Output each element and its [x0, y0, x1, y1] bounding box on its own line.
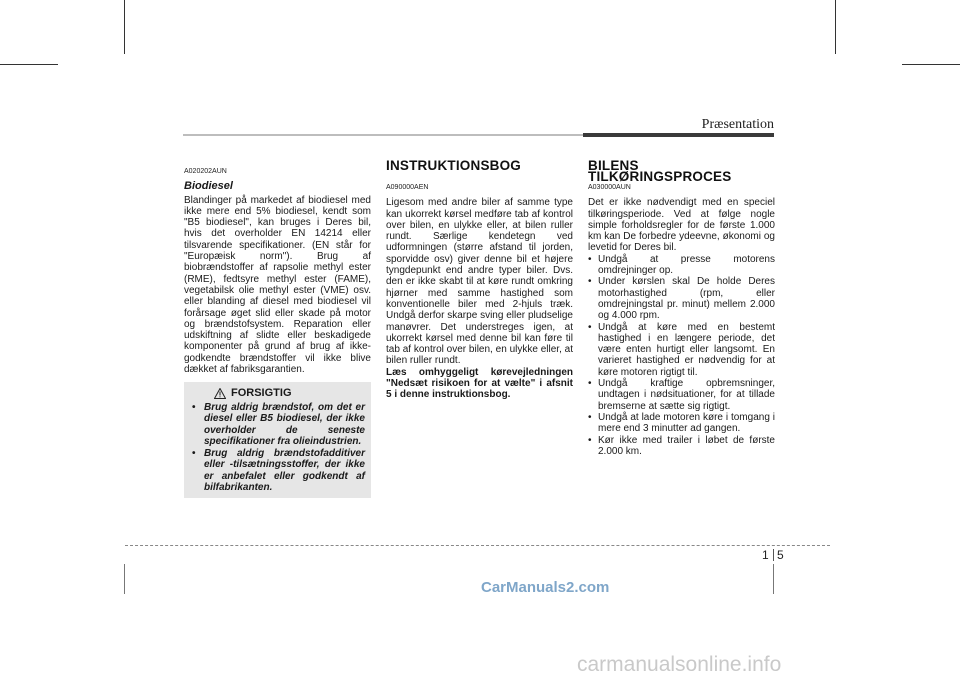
watermark-logo[interactable]: CarManuals2.com — [481, 579, 610, 596]
crop-mark — [124, 0, 125, 54]
footer-rule — [125, 545, 830, 546]
body-text: Ligesom med andre biler af samme type kan ukorrekt kørsel medføre tab af kontrol over bilen, en ulykke eller, at bilen ruller rundt. Særlige kendetegn ved udformningen (større afstand til jorden, sporvidde osv) giver denne bil et højere tyngdepunkt end andre typer biler. Dvs. den er ikke skabt til at køre rundt omkring hjørner med samme hastighed som konventionelle biler med 2-hjuls træk. Undgå derfor skarpe sving eller pludselige manøvrer. Det understreges igen, at ukorrekt kørsel med denne bil kan føre til tab af kontrol over bilen, en ulykke eller, at bilen ruller rundt. — [386, 197, 573, 367]
column-right — [588, 160, 775, 457]
footer-watermark: carmanualsonline.info — [577, 653, 782, 676]
bullet-item: • Undgå kraftige opbremsninger, undtagen i nødsituationer, for at tillade bremserne at sætte sig rigtigt. — [588, 378, 775, 412]
header-rule — [183, 134, 583, 136]
bullet-item: • Under kørslen skal De holde Deres motorhastighed (rpm, eller omdrejningstal pr. minut) mellem 2.000 og 4.000 rpm. — [588, 276, 775, 321]
bullet-item: • Undgå at presse motorens omdrejninger op. — [588, 254, 775, 277]
caution-label: FORSIGTIG — [231, 387, 292, 399]
section-title: Præsentation — [701, 117, 774, 132]
intro-text: Det er ikke nødvendigt med en speciel tilkøringsperiode. Ved at følge nogle simple forholdsregler for de første 1.000 km kan De forbedre ydeevne, økonomi og levetid for Deres bil. — [588, 197, 775, 254]
page-separator — [773, 549, 774, 561]
crop-mark — [773, 564, 774, 594]
crop-mark — [124, 564, 125, 594]
section-code: A090000AEN — [386, 184, 429, 191]
subheading: Biodiesel — [184, 180, 233, 193]
column-middle — [386, 160, 573, 401]
section-code: A030000AUN — [588, 184, 631, 191]
caution-item: • Brug aldrig brændstof, om det er diesel eller B5 biodiesel, der ikke overholder de seneste specifikationer fra olieindustrien. — [190, 402, 365, 447]
caution-list — [190, 402, 365, 493]
caution-title — [214, 387, 365, 399]
section-heading: INSTRUKTIONSBOG — [386, 158, 522, 173]
crop-mark — [835, 0, 836, 54]
section-code: A020202AUN — [184, 168, 227, 175]
section-heading: BILENS TILKØRINGSPROCES — [588, 158, 732, 185]
caution-box — [184, 382, 371, 498]
page-number: 5 — [777, 548, 784, 562]
bullet-item: • Kør ikke med trailer i løbet de første 2.000 km. — [588, 435, 775, 458]
warning-triangle-icon — [214, 388, 226, 399]
column-left — [184, 166, 371, 375]
crop-mark — [0, 64, 58, 65]
bullet-item: • Undgå at køre med en bestemt hastighed i en længere periode, det være enten hurtigt eller langsomt. En varieret hastighed er nødvendig for at køre motoren rigtigt til. — [588, 322, 775, 378]
caution-item: • Brug aldrig brændstofadditiver eller -tilsætningsstoffer, der ikke er anbefalet eller godkendt af bilfabrikanten. — [190, 448, 365, 493]
bullet-list — [588, 254, 775, 457]
emphasis-text: Læs omhyggeligt kørevejledningen "Nedsæt risikoen for at vælte" i afsnit 5 i denne instruktionsbog. — [386, 366, 573, 401]
header-rule-accent — [583, 133, 774, 137]
crop-mark — [902, 64, 960, 65]
chapter-number: 1 — [762, 548, 769, 562]
body-text: Blandinger på markedet af biodiesel med ikke mere end 5% biodiesel, kendt som "B5 biodiesel", kan bruges i Deres bil, hvis det overholder EN 14214 eller tilsvarende specifikationer. (EN står for "Europæisk norm"). Brug af biobrændstoffer af rapsolie methyl ester (RME), fedtsyre methyl ester (FAME), vegetabilsk olie methyl ester (VME) osv. eller blanding af diesel med biodiesel vil forårsage øget slid eller skade på motor og brændstofsystem. Reparation eller udskiftning af slidte eller beskadigede komponenter på grund af brug af ikke-godkendte brændstoffer vil ikke blive dækket af fabriksgarantien. — [184, 194, 371, 376]
bullet-item: • Undgå at lade motoren køre i tomgang i mere end 3 minutter ad gangen. — [588, 412, 775, 435]
